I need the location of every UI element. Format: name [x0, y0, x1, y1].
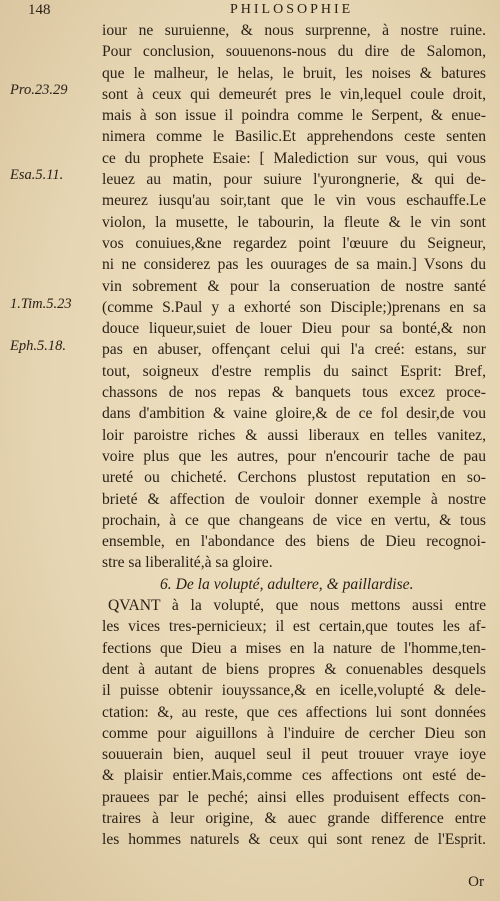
main-text: [102, 20, 486, 851]
text-line: prochain, à ce que changeans de vice en vertu, & tous: [102, 511, 486, 529]
page-number: 148: [28, 2, 51, 18]
text-line: Pour conclusion, souuenons-nous du dire de Salomon,: [102, 43, 486, 61]
margin-note-ephesians: Eph.5.18.: [10, 338, 66, 354]
text-line: vos conuiues,&ne regardez point l'œuure du Seigneur,: [102, 234, 486, 252]
text-line: voire plus que les autres, pour n'encourir tache de pau: [102, 447, 486, 465]
text-line: tout, soigneux d'estre remplis du sainct Esprit: Bref,: [102, 362, 486, 380]
text-line: loir paroistre riches & aussi liberaux en telles vanitez,: [102, 426, 486, 444]
text-line: (comme S.Paul y a exhorté son Disciple;)prenans en sa: [102, 298, 486, 316]
text-line: & plaisir entier.Mais,comme ces affections ont esté de-: [102, 767, 486, 785]
running-head: PHILOSOPHIE: [230, 2, 354, 17]
text-line: comme pour aiguillons à l'induire de cercher Dieu son: [102, 724, 486, 742]
text-line: douce liqueur,suiet de louer Dieu pour sa bonté,& non: [102, 320, 486, 338]
text-line: ctation: &, au reste, que ces affections lui sont données: [102, 703, 486, 721]
text-line: ensemble, en l'abondance des biens de Dieu recognoi-: [102, 533, 486, 551]
text-line: violon, la musette, le tabourin, la fleute & le vin sont: [102, 213, 486, 231]
text-line: chassons de nos repas & banquets tous excez proce-: [102, 384, 486, 402]
text-line: les vices tres-pernicieux; il est certain,que toutes les af-: [102, 618, 486, 636]
text-line: leuez au matin, pour suiure l'yurongnerie, & qui de-: [102, 171, 486, 189]
text-line: prauees par le peché; ainsi elles produisent effects con-: [102, 788, 486, 806]
text-line: stre sa liberalité,à sa gloire.: [102, 554, 273, 572]
text-line: fections que Dieu a mises en la nature de l'homme,ten-: [102, 639, 486, 657]
text-line: ureté ou chicheté. Cerchons plustost reputation en so-: [102, 469, 486, 487]
margin-note-timothy: 1.Tim.5.23: [10, 296, 72, 312]
text-line: il puisse obtenir iouyssance,& en icelle,volupté & dele-: [102, 682, 486, 700]
text-line: pas en abuser, offençant celui qui l'a creé: estans, sur: [102, 341, 486, 359]
text-line: QVANT à la volupté, que nous mettons aussi entre: [108, 597, 486, 615]
text-line: ce du prophete Esaie: [ Malediction sur vous, qui vous: [102, 149, 486, 167]
text-line: souuerain bien, auquel seul il peut trouuer vraye ioye: [102, 746, 486, 764]
text-line: dent à autant de biens propres & conuenables desquels: [102, 660, 486, 678]
margin-note-esaie: Esa.5.11.: [10, 167, 64, 183]
text-line: brieté & affection de vouloir donner exemple à nostre: [102, 490, 486, 508]
text-line: nimera comme le Basilic.Et apprehendons ceste senten: [102, 128, 486, 146]
text-line: vin sobrement & pour la conseruation de nostre santé: [102, 277, 486, 295]
text-line: meurez iusqu'au soir,tant que le vin vous eschauffe.Le: [102, 192, 486, 210]
text-line: sont à ceux qui demeurét pres le vin,lequel coule droit,: [102, 85, 486, 103]
text-line: dans d'ambition & vaine gloire,& de ce fol desir,de vou: [102, 405, 486, 423]
text-line: mais à son issue il poindra comme le Serpent, & enue-: [102, 107, 486, 125]
section-heading: 6. De la volupté, adultere, & paillardise.: [160, 575, 414, 593]
text-line: ni ne considerez pas les ouurages de sa main.] Vsons du: [102, 256, 486, 274]
text-line: iour ne suruienne, & nous surprenne, à nostre ruine.: [102, 22, 486, 39]
text-line: traires à leur origine, & auec grande difference entre: [102, 809, 486, 827]
margin-note-proverbs: Pro.23.29: [10, 82, 68, 98]
text-line: que le malheur, le helas, le bruit, les noises & batures: [102, 64, 486, 82]
text-line: les hommes naturels & ceux qui sont renez de l'Esprit.: [102, 831, 486, 849]
catchword: Or: [468, 874, 484, 890]
